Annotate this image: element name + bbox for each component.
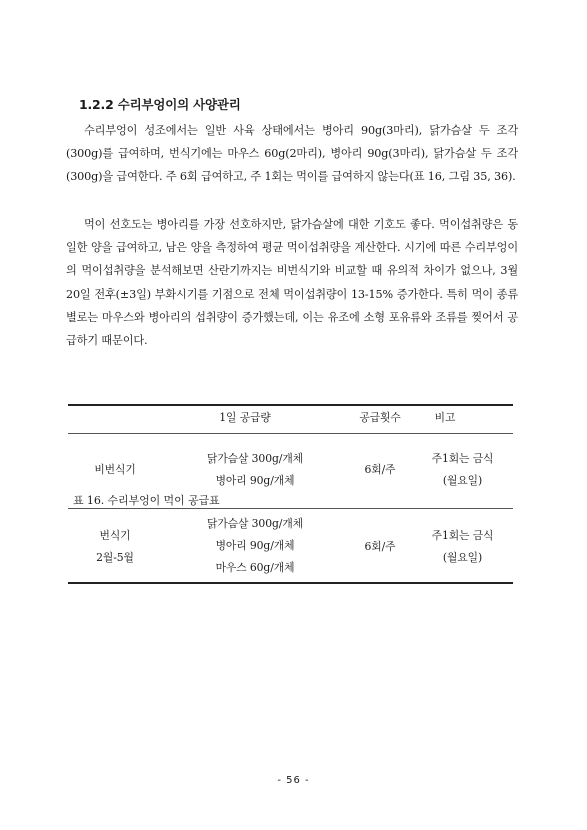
amount-line: 닭가슴살 300g/개체 (207, 452, 303, 465)
row-period (75, 459, 155, 481)
note-line: 주1회는 금식 (431, 452, 494, 465)
row-frequency: 6회/주 (364, 540, 396, 553)
period-label: 비번식기 (94, 463, 136, 476)
period-range: 2월-5월 (96, 551, 134, 564)
row-note (415, 448, 510, 492)
amount-line: 닭가슴살 300g/개체 (207, 517, 303, 530)
page-number: - 56 - (277, 775, 310, 786)
note-line: (월요일) (442, 551, 483, 564)
table-top-rule (68, 404, 513, 406)
row-period (75, 525, 155, 569)
paragraph-preference: 먹이 선호도는 병아리를 가장 선호하지만, 닭가슴살에 대한 기호도 좋다. 먹이섭취량은 동일한 양을 급여하고, 남은 양을 측정하여 평균 먹이섭취량을 계산한다. 시기에 따른 수리부엉이의 먹이섭취량을 분석해보면 산란기까지는 비번식기와 비교할 때 유의적 차이가 없으나, 3월 20일 전후(±3일) 부화시기를 기점으로 전체 먹이섭취량이 13-15% 증가한다. 특히 먹이 종류별로는 마우스와 병아리의 섭취량이 증가했는데, 이는 유조에 소형 포유류와 조류를 찢어서 공급하기 때문이다. (66, 218, 518, 348)
row-note (415, 525, 510, 569)
row-amount (175, 513, 335, 579)
header-note: 비고 (434, 411, 456, 424)
header-daily-amount: 1일 공급량 (219, 411, 271, 424)
table-bottom-rule (68, 582, 513, 584)
table-caption: 표 16. 수리부엉이 먹이 공급표 (73, 494, 220, 507)
row-frequency: 6회/주 (364, 463, 396, 476)
amount-line: 병아리 90g/개체 (215, 474, 295, 487)
note-line: 주1회는 금식 (431, 529, 494, 542)
paragraph-feeding: 수리부엉이 성조에서는 일반 사육 상태에서는 병아리 90g(3마리), 닭가슴살 두 조각(300g)를 급여하며, 번식기에는 마우스 60g(2마리), 병아리 90g(3마리), 닭가슴살 두 조각(300g)을 급여한다. 주 6회 급여하고, 주 1회는 먹이를 급여하지 않는다(표 16, 그림 35, 36). (66, 124, 518, 184)
header-rule (68, 433, 513, 434)
section-heading: 1.2.2 수리부엉이의 사양관리 (79, 97, 241, 112)
row-divider (68, 508, 513, 509)
note-line: (월요일) (442, 474, 483, 487)
period-label: 번식기 (99, 529, 131, 542)
header-frequency: 공급횟수 (359, 411, 401, 424)
row-amount (175, 448, 335, 492)
amount-line: 병아리 90g/개체 (215, 539, 295, 552)
amount-line: 마우스 60g/개체 (215, 561, 295, 574)
